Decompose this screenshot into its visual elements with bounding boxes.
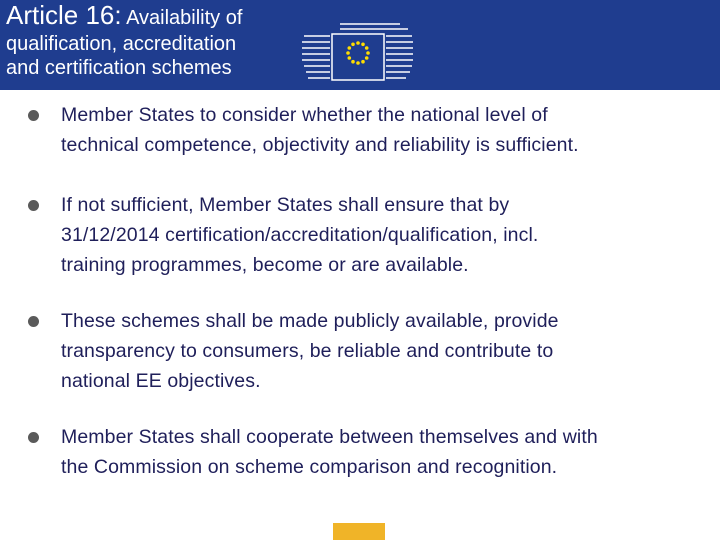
bullet-text xyxy=(61,422,598,482)
bullet-line: These schemes shall be made publicly available, provide xyxy=(61,310,559,332)
bullet-line: the Commission on scheme comparison and recognition. xyxy=(61,456,558,478)
title-line-1 xyxy=(6,2,242,28)
title-line-2: qualification, accreditation xyxy=(6,33,237,55)
accent-bar xyxy=(333,523,385,540)
european-commission-logo xyxy=(300,16,415,86)
bullet-line: Member States shall cooperate between themselves and with xyxy=(61,426,598,448)
bullet-line: technical competence, objectivity and reliability is sufficient. xyxy=(61,134,579,156)
title-line-3: and certification schemes xyxy=(6,57,232,79)
title-availability: Availability of xyxy=(126,7,243,29)
bullet-text xyxy=(61,306,559,396)
bullet-line: Member States to consider whether the national level of xyxy=(61,104,548,126)
slide-header xyxy=(0,0,720,90)
slide-title xyxy=(6,2,242,80)
bullet-line: transparency to consumers, be reliable and contribute to xyxy=(61,340,554,362)
bullet-dot-icon xyxy=(28,200,39,211)
bullet-text xyxy=(61,190,538,280)
bullet-line: training programmes, become or are available. xyxy=(61,254,469,276)
bullet-dot-icon xyxy=(28,432,39,443)
bullet-dot-icon xyxy=(28,110,39,121)
bullet-line: 31/12/2014 certification/accreditation/qualification, incl. xyxy=(61,224,539,246)
bullet-dot-icon xyxy=(28,316,39,327)
title-article-number: Article 16: xyxy=(6,0,122,30)
bullet-line: If not sufficient, Member States shall ensure that by xyxy=(61,194,510,216)
bullet-line: national EE objectives. xyxy=(61,370,261,392)
bullet-text xyxy=(61,100,579,160)
